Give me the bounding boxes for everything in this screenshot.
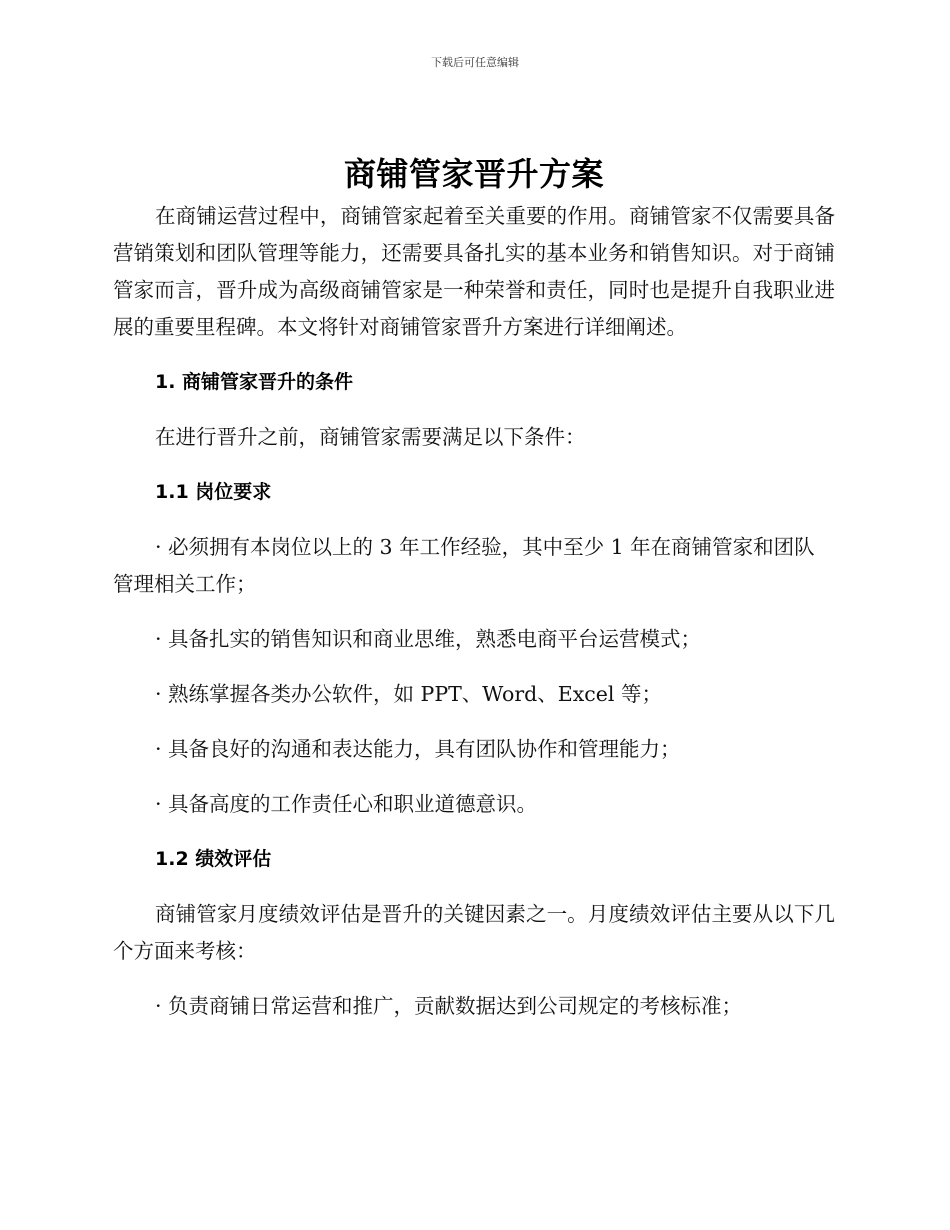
subsection-1-2-heading: 1.2 绩效评估 xyxy=(155,848,272,870)
subsection-1-1-heading: 1.1 岗位要求 xyxy=(155,481,272,503)
subsection-1-2-lead: 商铺管家月度绩效评估是晋升的关键因素之一。月度绩效评估主要从以下几个方面来考核： xyxy=(113,902,835,963)
bullet-item: · 具备扎实的销售知识和商业思维，熟悉电商平台运营模式； xyxy=(155,627,702,651)
bullet-item: · 具备良好的沟通和表达能力，具有团队协作和管理能力； xyxy=(155,737,681,761)
bullet-item: · 具备高度的工作责任心和职业道德意识。 xyxy=(155,792,538,816)
document-body xyxy=(113,150,835,1025)
section-1-heading: 1. 商铺管家晋升的条件 xyxy=(155,371,354,393)
bullet-item: · 负责商铺日常运营和推广，贡献数据达到公司规定的考核标准； xyxy=(155,994,743,1018)
document-title: 商铺管家晋升方案 xyxy=(343,155,604,193)
bullet-item: · 熟练掌握各类办公软件，如 PPT、Word、Excel 等； xyxy=(155,682,662,706)
intro-paragraph: 在商铺运营过程中，商铺管家起着至关重要的作用。商铺管家不仅需要具备营销策划和团队管理等能力，还需要具备扎实的基本业务和销售知识。对于商铺管家而言，晋升成为高级商铺管家是一种荣誉和责任，同时也是提升自我职业进展的重要里程碑。本文将针对商铺管家晋升方案进行详细阐述。 xyxy=(113,204,835,339)
header-note: 下载后可任意编辑 xyxy=(431,56,519,69)
bullet-item: · 必须拥有本岗位以上的 3 年工作经验，其中至少 1 年在商铺管家和团队管理相关工作； xyxy=(113,535,815,596)
section-1-lead: 在进行晋升之前，商铺管家需要满足以下条件： xyxy=(155,425,586,449)
